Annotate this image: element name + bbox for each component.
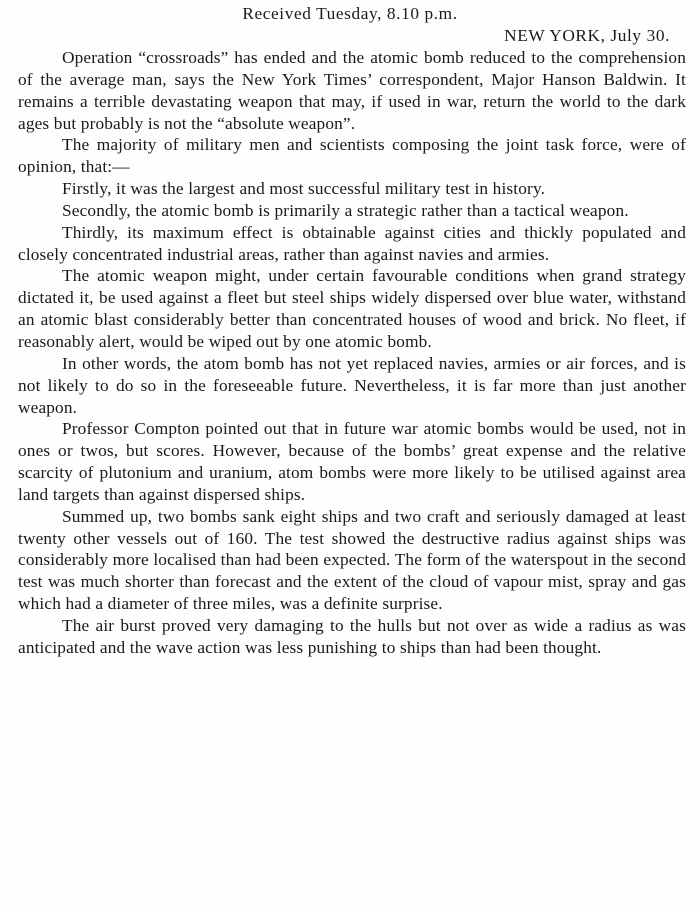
article-paragraph: The air burst proved very damaging to the hulls but not over as wide a radius as was anticipated and the wave action was less punishing to ships than had been thought.: [18, 615, 686, 657]
article-paragraph: Operation “crossroads” has ended and the atomic bomb reduced to the comprehension of the average man, says the New York Times’ correspondent, Major Hanson Baldwin. It remains a terrible devastating weapon that may, if used in war, return the world to the dark ages but probably is not the “absolute weapon”.: [18, 48, 686, 133]
article-paragraph: In other words, the atom bomb has not yet replaced navies, armies or air forces, and is not likely to do so in the foreseeable future. Nevertheless, it is far more than just another weapon.: [18, 353, 686, 417]
dateline: Received Tuesday, 8.10 p.m.: [242, 4, 458, 23]
article-paragraph: Firstly, it was the largest and most successful military test in history.: [62, 179, 546, 199]
article-paragraph: The atomic weapon might, under certain favourable conditions when grand strategy dictated it, be used against a fleet but steel ships widely dispersed over blue water, withstand an atomic blast considerably better than concentrated houses of wood and brick. No fleet, if reasonably alert, would be wiped out by one atomic bomb.: [18, 266, 686, 351]
article-paragraph: Thirdly, its maximum effect is obtainable against cities and thickly populated and closely concentrated industrial areas, rather than against navies and armies.: [18, 222, 686, 264]
article-paragraph: The majority of military men and scientists composing the joint task force, were of opinion, that:—: [18, 135, 686, 177]
article-paragraph: Summed up, two bombs sank eight ships and two craft and seriously damaged at least twenty other vessels out of 160. The test showed the destructive radius against ships was considerably more localised than had been expected. The form of the waterspout in the second test was much shorter than forecast and the extent of the cloud of vapour mist, spray and gas which had a diameter of three miles, was a definite surprise.: [18, 506, 686, 614]
article-paragraph: Professor Compton pointed out that in future war atomic bombs would be used, not in ones or twos, but scores. However, because of the bombs’ great expense and the relative scarcity of plutonium and uranium, atom bombs were more likely to be utilised against area land targets than against dispersed ships.: [18, 419, 686, 504]
article-paragraph: Secondly, the atomic bomb is primarily a strategic rather than a tactical weapon.: [62, 200, 629, 220]
place-dateline: NEW YORK, July 30.: [504, 26, 670, 45]
article-body: [0, 47, 700, 659]
